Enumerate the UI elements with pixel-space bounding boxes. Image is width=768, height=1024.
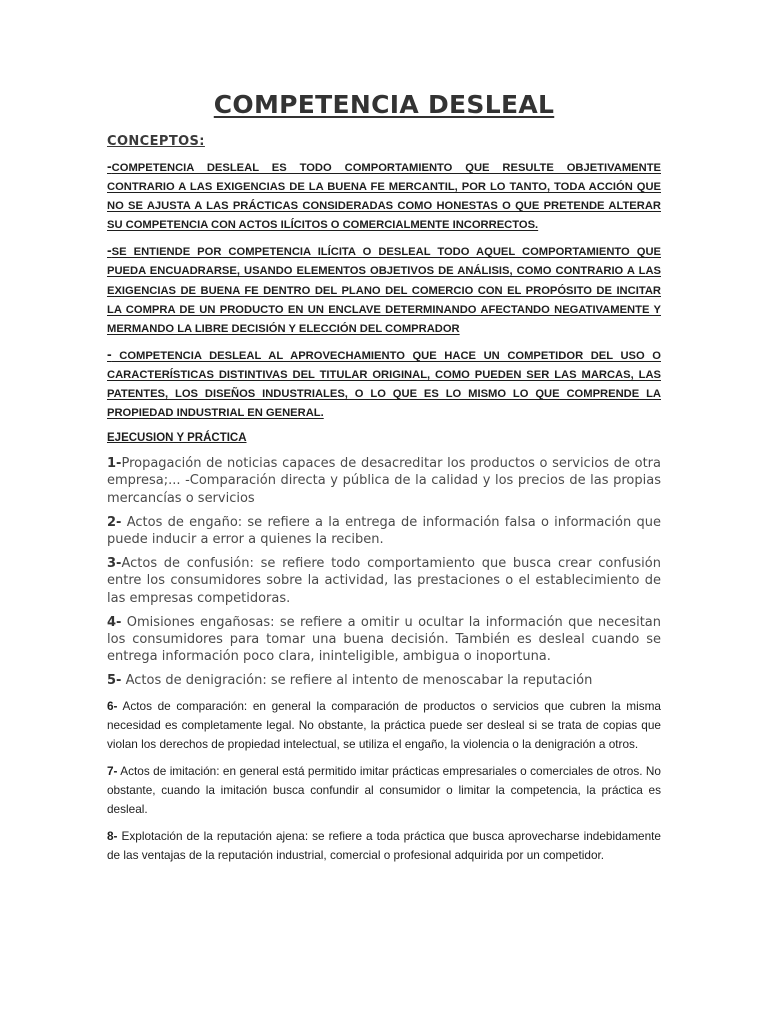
practice-item-3 [107,555,661,607]
concept-text: COMPETENCIA DESLEAL AL APROVECHAMIENTO QUE HACE UN COMPETIDOR DEL USO O CARACTERÍSTICAS DISTINTIVAS DEL TITULAR ORIGINAL, COMO PUEDEN SER LAS MARCAS, LAS PATENTES, LOS DISEÑOS INDUSTRIALES, O LO QUE ES LO MISMO LO QUE COMPRENDE LA PROPIEDAD INDUSTRIAL EN GENERAL. [107,349,661,420]
practice-item-2 [107,514,661,548]
item-text: Actos de denigración: se refiere al intento de menoscabar la reputación [121,673,593,689]
item-text: Propagación de noticias capaces de desacreditar los productos o servicios de otra empresa;... -Comparación directa y pública de la calidad y los precios de las propias mercancías o servicios [107,456,661,506]
item-text: Actos de comparación: en general la comparación de productos o servicios que cubren la misma necesidad es completamente legal. No obstante, la práctica puede ser desleal si se trata de copias que violan los derechos de propiedad intelectual, se utiliza el engaño, la violencia o la denigración a otros. [107,698,661,751]
item-text: Actos de engaño: se refiere a la entrega de información falsa o información que puede inducir a error a quienes la reciben. [107,514,661,548]
item-number: 4- [107,614,122,630]
item-number: 8- [107,828,118,843]
practice-item-1 [107,455,661,507]
concept-paragraph-3 [107,345,661,423]
concepts-heading: CONCEPTOS: [107,134,205,149]
item-number: 3- [107,556,122,572]
concept-paragraph-2 [107,241,661,338]
item-text: Omisiones engañosas: se refiere a omitir u ocultar la información que necesitan los consumidores para tomar una buena decisión. También es desleal cuando se entrega información poco clara, ininteligible, ambigua o inoportuna. [107,614,661,665]
item-text: Actos de confusión: se refiere todo comportamiento que busca crear confusión entre los consumidores sobre la actividad, las prestaciones o el establecimiento de las empresas competidoras. [107,556,661,606]
practice-item-4 [107,614,661,666]
concept-text: COMPETENCIA DESLEAL ES TODO COMPORTAMIENTO QUE RESULTE OBJETIVAMENTE CONTRARIO A LAS EXIGENCIAS DE LA BUENA FE MERCANTIL, POR LO TANTO, TODA ACCIÓN QUE NO SE AJUSTA A LAS PRÁCTICAS CONSIDERADAS COMO HONESTAS O QUE PRETENDE ALTERAR SU COMPETENCIA CON ACTOS ILÍCITOS O COMERCIALMENTE INCORRECTOS. [107,162,661,232]
item-number: 7- [107,763,118,778]
concept-dash: - [107,345,112,362]
concept-text: SE ENTIENDE POR COMPETENCIA ILÍCITA O DESLEAL TODO AQUEL COMPORTAMIENTO QUE PUEDA ENCUADRARSE, USANDO ELEMENTOS OBJETIVOS DE ANÁLISIS, COMO CONTRARIO A LAS EXIGENCIAS DE BUENA FE DENTRO DEL PLANO DEL COMERCIO CON EL PROPÓSITO DE INCITAR LA COMPRA DE UN PRODUCTO EN UN ENCLAVE DETERMINANDO AFECTANDO NEGATIVAMENTE Y MERMANDO LA LIBRE DECISIÓN Y ELECCIÓN DEL COMPRADOR [107,246,661,335]
practice-item-7 [107,762,661,819]
execution-heading: EJECUSION Y PRÁCTICA [107,432,247,445]
item-number: 2- [107,514,122,530]
document-title: COMPETENCIA DESLEAL [213,90,555,119]
item-number: 6- [107,698,118,713]
document-page [107,88,661,873]
practice-item-6 [107,697,661,754]
item-number: 5- [107,673,122,689]
concept-dash: - [107,158,112,174]
item-text: Explotación de la reputación ajena: se refiere a toda práctica que busca aprovecharse indebidamente de las ventajas de la reputación industrial, comercial o profesional adquirida por un competidor. [107,828,661,862]
practice-item-8 [107,827,661,865]
concept-dash: - [107,242,112,259]
practice-item-5 [107,672,661,689]
concept-paragraph-1 [107,157,661,235]
item-text: Actos de imitación: en general está permitido imitar prácticas empresariales o comerciales de otros. No obstante, cuando la imitación busca confundir al consumidor o limitar la competencia, la práctica es desleal. [107,763,661,816]
item-number: 1- [107,456,122,472]
